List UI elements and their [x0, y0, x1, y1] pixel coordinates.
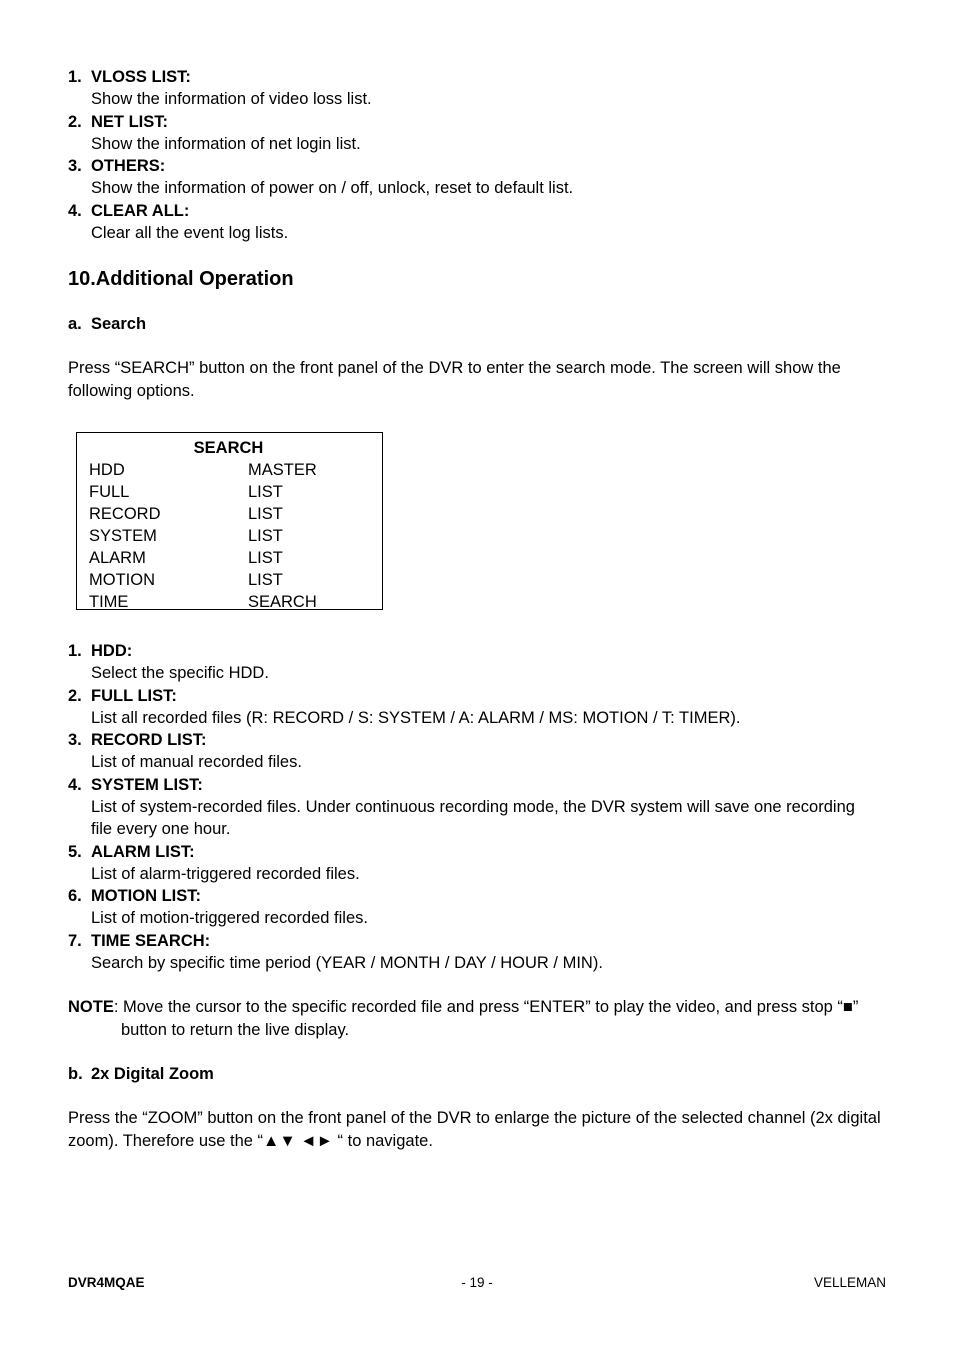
- menu-option: TIME: [89, 593, 129, 611]
- note-text: : Move the cursor to the specific recorded file and press “ENTER” to play the video, and press stop “■” button to return the live display.: [113, 998, 859, 1039]
- item-description: Show the information of power on / off, unlock, reset to default list.: [91, 179, 574, 197]
- note: [68, 996, 888, 1041]
- item-number: 3.: [68, 731, 82, 749]
- menu-option: FULL: [89, 483, 130, 501]
- footer-page-number: - 19 -: [461, 1275, 493, 1290]
- search-menu-row: [77, 569, 382, 591]
- menu-option: SYSTEM: [89, 527, 157, 545]
- list-item: [68, 841, 888, 886]
- item-title: HDD:: [91, 642, 133, 660]
- list-item: [68, 685, 888, 730]
- list-item: [68, 111, 888, 156]
- item-number: 4.: [68, 201, 82, 220]
- item-number: 4.: [68, 775, 82, 794]
- item-description: Show the information of net login list.: [91, 134, 361, 153]
- search-options-list: [68, 640, 888, 974]
- document-page: [68, 66, 888, 1152]
- menu-value: LIST: [248, 527, 283, 545]
- item-title: FULL LIST:: [91, 686, 177, 705]
- menu-option: MOTION: [89, 571, 155, 589]
- list-item: [68, 200, 888, 245]
- item-number: 7.: [68, 931, 82, 950]
- item-description: List of system-recorded files. Under continuous recording mode, the DVR system will save one recording file every one hour.: [91, 797, 855, 838]
- menu-value: MASTER: [248, 461, 317, 479]
- subsection-label: 2x Digital Zoom: [91, 1065, 214, 1083]
- item-description: List of motion-triggered recorded files.: [91, 909, 368, 927]
- item-title: ALARM LIST:: [91, 842, 195, 861]
- item-title: SYSTEM LIST:: [91, 775, 203, 794]
- item-title: OTHERS:: [91, 157, 166, 175]
- footer-model: DVR4MQAE: [68, 1275, 145, 1290]
- list-item: [68, 774, 888, 841]
- menu-value: LIST: [248, 483, 283, 501]
- menu-value: LIST: [248, 505, 283, 523]
- note-label: NOTE: [68, 998, 114, 1016]
- search-menu-row: [77, 503, 382, 525]
- subsection-label: Search: [91, 315, 147, 333]
- item-description: List of alarm-triggered recorded files.: [91, 864, 360, 883]
- item-number: 2.: [68, 112, 82, 131]
- section-title: 10.Additional Operation: [68, 268, 294, 290]
- search-intro: Press “SEARCH” button on the front panel of the DVR to enter the search mode. The screen will show the following options.: [68, 359, 841, 400]
- subsection-letter: a.: [68, 315, 82, 333]
- search-menu-title: SEARCH: [193, 439, 264, 457]
- menu-option: RECORD: [89, 505, 161, 523]
- subsection-letter: b.: [68, 1065, 83, 1083]
- item-number: 6.: [68, 887, 82, 905]
- list-item: [68, 640, 888, 685]
- item-title: MOTION LIST:: [91, 887, 201, 905]
- list-item: [68, 885, 888, 930]
- item-number: 1.: [68, 642, 82, 660]
- search-menu-box: [76, 432, 383, 610]
- event-list: [68, 66, 888, 244]
- menu-option: HDD: [89, 461, 125, 479]
- menu-value: SEARCH: [248, 593, 317, 611]
- page-footer: [68, 1273, 886, 1293]
- item-number: 3.: [68, 157, 82, 175]
- item-title: VLOSS LIST:: [91, 68, 191, 86]
- menu-option: ALARM: [89, 549, 146, 567]
- search-menu-row: [77, 525, 382, 547]
- item-description: Clear all the event log lists.: [91, 223, 289, 242]
- item-title: CLEAR ALL:: [91, 201, 190, 220]
- item-number: 1.: [68, 68, 82, 86]
- search-menu-row: [77, 591, 382, 613]
- item-title: TIME SEARCH:: [91, 931, 211, 950]
- zoom-text: Press the “ZOOM” button on the front panel of the DVR to enlarge the picture of the selected channel (2x digital zoom). Therefore use the “▲▼ ◄► “ to navigate.: [68, 1109, 881, 1150]
- subsection-zoom-title: [68, 1063, 888, 1085]
- list-item: [68, 930, 888, 975]
- footer-brand: VELLEMAN: [813, 1275, 886, 1290]
- item-title: RECORD LIST:: [91, 731, 207, 749]
- item-description: List all recorded files (R: RECORD / S: SYSTEM / A: ALARM / MS: MOTION / T: TIMER).: [91, 708, 741, 727]
- search-menu-row: [77, 481, 382, 503]
- item-description: Search by specific time period (YEAR / MONTH / DAY / HOUR / MIN).: [91, 953, 603, 972]
- list-item: [68, 66, 888, 111]
- menu-value: LIST: [248, 549, 283, 567]
- item-number: 5.: [68, 842, 82, 861]
- item-description: List of manual recorded files.: [91, 753, 302, 771]
- item-title: NET LIST:: [91, 112, 168, 131]
- search-menu-row: [77, 459, 382, 481]
- item-description: Show the information of video loss list.: [91, 90, 372, 108]
- item-number: 2.: [68, 686, 82, 705]
- item-description: Select the specific HDD.: [91, 664, 269, 682]
- list-item: [68, 155, 888, 200]
- search-menu-row: [77, 547, 382, 569]
- subsection-search-title: [68, 313, 888, 335]
- note-paragraph: [68, 996, 888, 1041]
- list-item: [68, 729, 888, 774]
- menu-value: LIST: [248, 571, 283, 589]
